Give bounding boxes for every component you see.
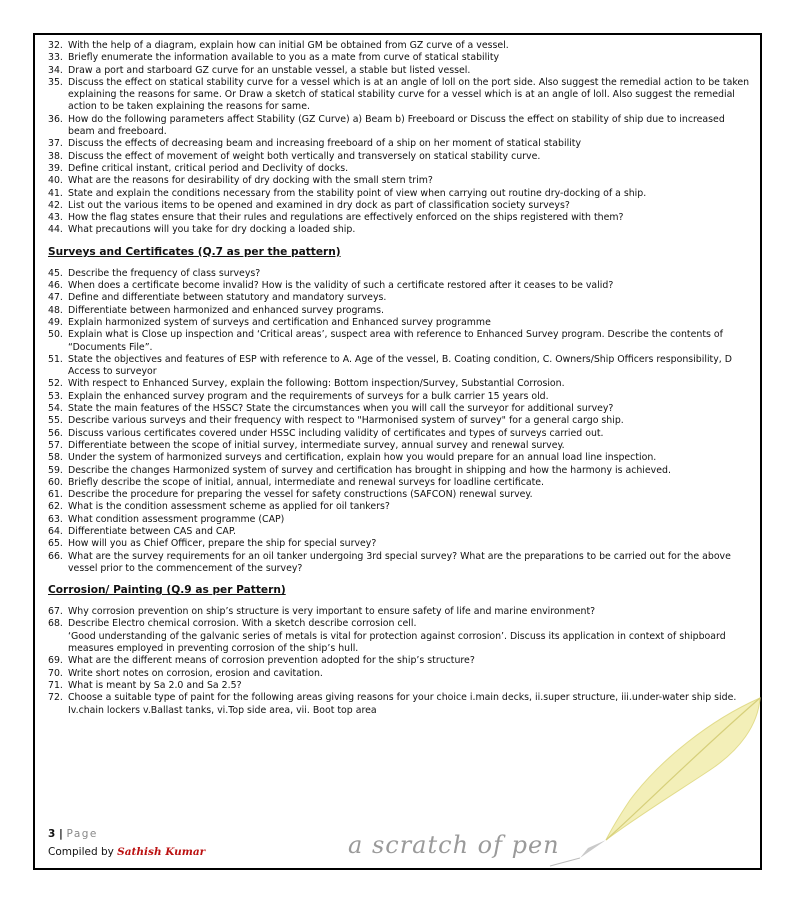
question-number: 62. [48,501,63,513]
question-text: Why corrosion prevention on ship’s structure is very important to ensure safety of life and marine environment? [68,606,596,618]
question-text: What precautions will you take for dry docking a loaded ship. [68,224,356,236]
question-number: 47. [48,292,63,304]
question-number: 46. [48,280,63,292]
question-number: 59. [48,464,63,476]
question-item [48,292,752,304]
question-text: What condition assessment programme (CAP) [68,513,285,525]
question-item [48,378,752,390]
question-item [48,175,752,187]
section-heading-corrosion: Corrosion/ Painting (Q.9 as per Pattern) [48,584,286,597]
question-text: What is meant by Sa 2.0 and Sa 2.5? [68,679,242,691]
question-number: 37. [48,138,63,150]
question-text: Briefly describe the scope of initial, annual, intermediate and renewal surveys for loadline certificate. [68,476,545,488]
question-number: 45. [48,267,63,279]
question-number: 61. [48,489,63,501]
question-item [48,224,752,236]
question-number: 57. [48,439,63,451]
question-number: 52. [48,378,63,390]
question-text: What are the different means of corrosion prevention adopted for the ship’s structure? [68,655,475,667]
question-number: 63. [48,513,63,525]
question-number: 66. [48,550,63,562]
question-text: Describe the procedure for preparing the vessel for safety constructions (SAFCON) renewal survey. [68,489,533,501]
brand-tagline: a scratch of pen [348,831,560,859]
question-text: How do the following parameters affect Stability (GZ Curve) a) Beam b) Freeboard or Discuss the effect on stability of ship due to increased beam and freeboard. [68,113,725,138]
question-item [48,391,752,403]
question-list-stability [48,40,752,237]
question-item [48,268,752,280]
question-text: List out the various items to be opened and examined in dry dock as part of classification society surveys? [68,199,570,211]
question-text: Differentiate between the scope of initial survey, intermediate survey, annual survey and renewal survey. [68,439,565,451]
question-item [48,526,752,538]
question-number: 33. [48,52,63,64]
question-number: 34. [48,64,63,76]
compiled-by-line [48,846,205,858]
question-text: State and explain the conditions necessary from the stability point of view when carrying out routine dry-docking of a ship. [68,187,647,199]
question-number: 54. [48,403,63,415]
question-number: 67. [48,606,63,618]
question-item [48,489,752,501]
question-text: When does a certificate become invalid? How is the validity of such a certificate restored after it ceases to be valid? [68,280,614,292]
question-item [48,415,752,427]
question-text: Differentiate between CAS and CAP. [68,525,237,537]
question-text: Explain the enhanced survey program and the requirements of surveys for a bulk carrier 15 years old. [68,390,549,402]
question-text: State the objectives and features of ESP with reference to A. Age of the vessel, B. Coating condition, C. Owners/Ship Officers responsibility, D Access to surveyor [68,353,732,378]
question-text: How will you as Chief Officer, prepare the ship for special survey? [68,538,377,550]
question-item [48,514,752,526]
question-text: Discuss various certificates covered under HSSC including validity of certificates and types of surveys carried out. [68,427,604,439]
question-number: 42. [48,199,63,211]
question-text: Describe the frequency of class surveys? [68,267,261,279]
section-heading-surveys: Surveys and Certificates (Q.7 as per the pattern) [48,245,341,258]
page-word: Page [66,828,98,840]
question-text: How the flag states ensure that their rules and regulations are effectively enforced on the ships registered with them? [68,212,624,224]
question-number: 55. [48,415,63,427]
question-item [48,354,752,379]
question-item [48,317,752,329]
question-number: 40. [48,175,63,187]
question-number: 68. [48,618,63,630]
question-text: Describe the changes Harmonized system of survey and certification has brought in shipping and how the harmony is achieved. [68,464,671,476]
question-item [48,138,752,150]
question-text: Differentiate between harmonized and enhanced survey programs. [68,304,385,316]
question-text: What is the condition assessment scheme as applied for oil tankers? [68,501,390,513]
question-text: Briefly enumerate the information available to you as a mate from curve of statical stability [68,52,500,64]
question-item [48,200,752,212]
question-item [48,606,752,618]
question-item [48,538,752,550]
question-text: Explain what is Close up inspection and ‘Critical areas’, suspect area with reference to Enhanced Survey program. Describe the contents of “Documents File”. [68,329,723,353]
question-number: 32. [48,40,63,51]
page-number: 3 [48,828,56,840]
question-number: 70. [48,667,63,679]
question-text: Describe Electro chemical corrosion. With a sketch describe corrosion cell. [68,618,417,630]
question-text: With the help of a diagram, explain how can initial GM be obtained from GZ curve of a vessel. [68,40,509,51]
page-number-label [48,828,98,840]
question-item [48,501,752,513]
question-item [48,329,752,354]
question-item [48,618,752,630]
question-text: Discuss the effects of decreasing beam and increasing freeboard of a ship on her moment of statical stability [68,138,582,150]
question-number: 58. [48,452,63,464]
question-item [48,163,752,175]
question-number: 50. [48,329,63,341]
question-number: 49. [48,316,63,328]
question-item [48,280,752,292]
question-item [48,403,752,415]
author-name: Sathish Kumar [117,846,206,858]
question-item [48,465,752,477]
question-68-subtext-wrap [48,631,752,656]
question-text: What are the survey requirements for an oil tanker undergoing 3rd special survey? What are the preparations to be carried out for the above vessel prior to the commencement of the survey? [68,550,731,574]
question-item [48,452,752,464]
question-text: Define critical instant, critical period and Declivity of docks. [68,162,349,174]
question-text: Write short notes on corrosion, erosion and cavitation. [68,667,323,679]
question-item [48,305,752,317]
question-number: 48. [48,304,63,316]
question-number: 56. [48,427,63,439]
question-number: 72. [48,692,63,704]
question-list-corrosion [48,606,752,631]
question-number: 39. [48,162,63,174]
question-number: 35. [48,76,63,88]
question-item [48,52,752,64]
document-body [48,40,752,717]
question-item [48,477,752,489]
question-text: What are the reasons for desirability of dry docking with the small stern trim? [68,175,433,187]
question-text: Choose a suitable type of paint for the following areas giving reasons for your choice i.main decks, ii.super structure, iii.under-water ship side. Iv.chain lockers v.Ballast tanks, vi.Top side area, vii. Boot top area [68,692,737,716]
compiled-by-label: Compiled by [48,846,118,858]
question-number: 44. [48,224,63,236]
question-number: 69. [48,655,63,667]
question-list-surveys [48,268,752,575]
question-text: Under the system of harmonized surveys and certification, explain how you would prepare for an annual load line inspection. [68,452,657,464]
question-text: Define and differentiate between statutory and mandatory surveys. [68,292,387,304]
question-number: 53. [48,390,63,402]
question-text: State the main features of the HSSC? State the circumstances when you will call the surveyor for additional survey? [68,403,614,415]
question-68-subtext: ‘Good understanding of the galvanic series of metals is vital for protection against corrosion’. Discuss its application in context of shipboard measures employed in preventing corrosion of the ship’s hull. [68,630,726,655]
question-text: With respect to Enhanced Survey, explain the following: Bottom inspection/Survey, Substantial Corrosion. [68,378,565,390]
question-item [48,114,752,139]
question-item [48,65,752,77]
page-footer [48,828,748,862]
question-number: 38. [48,150,63,162]
page-separator: | [55,828,67,840]
question-item [48,668,752,680]
question-text: Draw a port and starboard GZ curve for an unstable vessel, a stable but listed vessel. [68,64,471,76]
question-text: Discuss the effect of movement of weight both vertically and transversely on statical stability curve. [68,150,541,162]
question-text: Describe various surveys and their frequency with respect to "Harmonised system of survey" for a general cargo ship. [68,415,624,427]
question-item [48,188,752,200]
question-item [48,440,752,452]
question-number: 41. [48,187,63,199]
question-number: 71. [48,679,63,691]
question-number: 60. [48,476,63,488]
question-text: Discuss the effect on statical stability curve for a vessel which is at an angle of loll on the port side. Also suggest the remedial action to be taken explaining the reasons for same. Or Draw a sketch of statical stability curve for a vessel which is at an angle of loll. Also suggest the remedial action to be taken explaining the reasons for same. [68,76,750,113]
question-item [48,428,752,440]
question-number: 36. [48,113,63,125]
question-item [48,655,752,667]
question-number: 65. [48,538,63,550]
question-item [48,212,752,224]
question-item [48,551,752,576]
question-number: 43. [48,212,63,224]
question-item [48,77,752,114]
question-text: Explain harmonized system of surveys and certification and Enhanced survey programme [68,316,491,328]
question-item [48,151,752,163]
question-number: 51. [48,353,63,365]
question-number: 64. [48,525,63,537]
question-item [48,40,752,52]
